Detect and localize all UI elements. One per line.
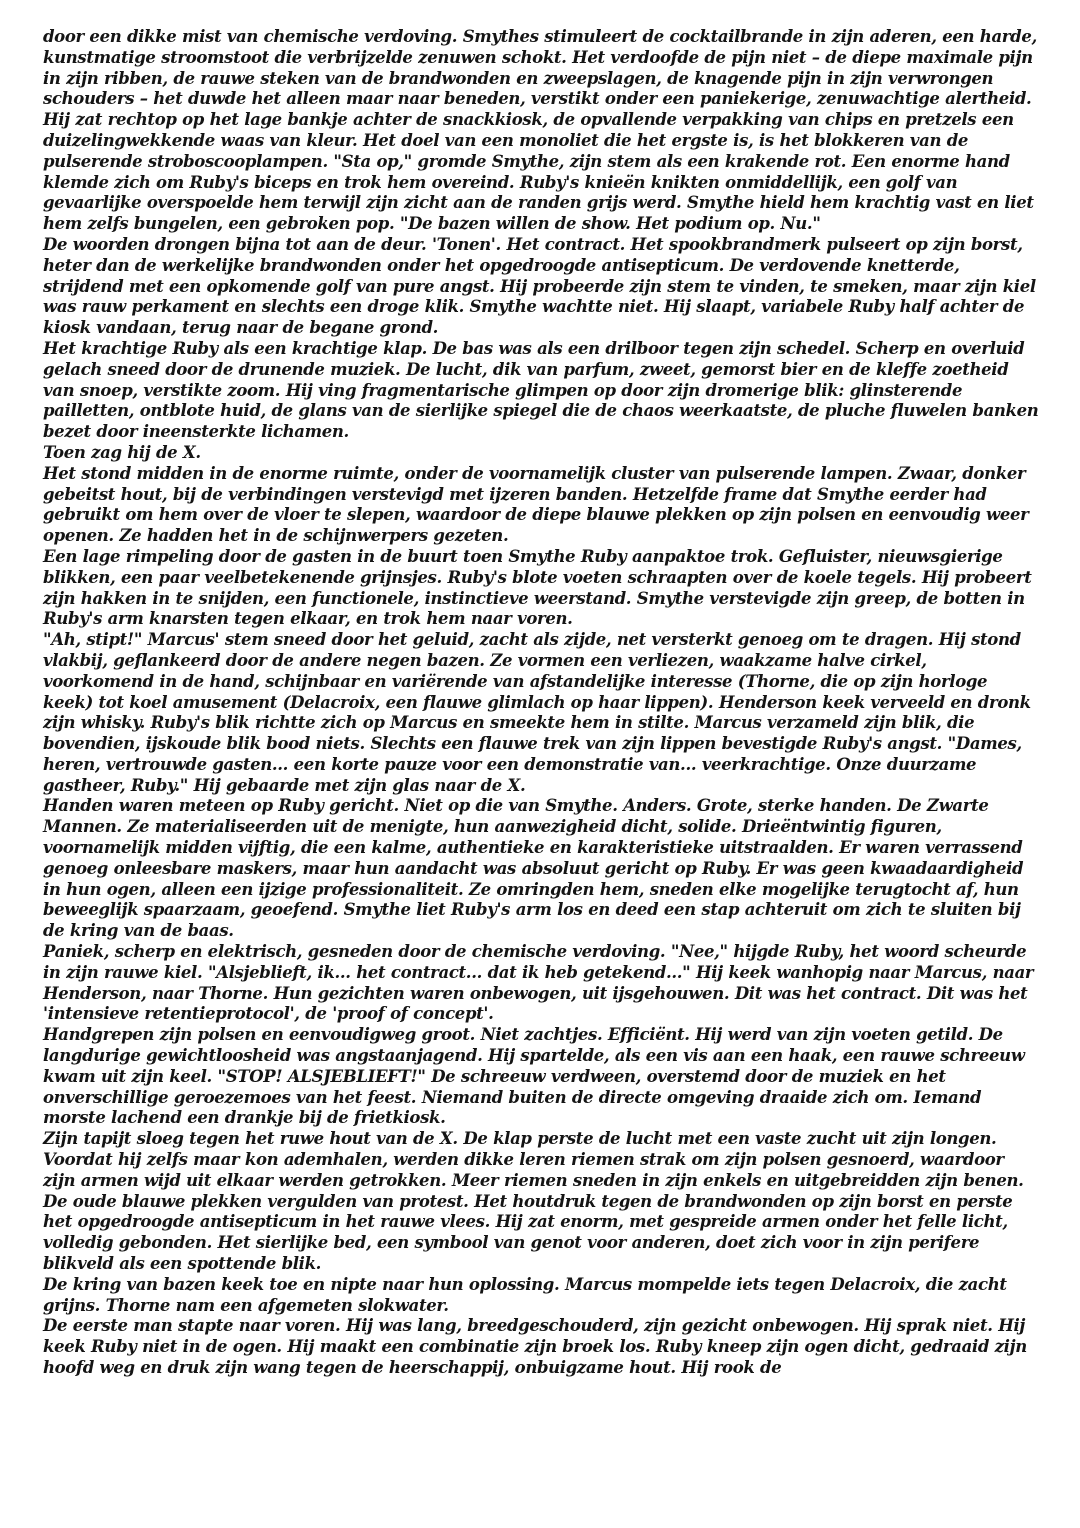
paragraph: Toen zag hij de X. [43,442,201,462]
paragraph: Handgrepen zijn polsen en eenvoudigweg groot. Niet zachtjes. Efficiënt. Hij werd van zijn voeten getild. De langdurige gewichtloosheid was angstaanjagend. Hij spartelde, als een vis aan een haak, een rauwe schreeuw kwam uit zijn keel. "STOP! ALSJEBLIEFT!" De schreeuw verdween, overstemd door de muziek en het onverschillige geroezemoes van het feest. Niemand buiten de directe omgeving draaide zich om. Iemand morste lachend een drankje bij de frietkiosk. [43,1025,1025,1128]
paragraph: De woorden drongen bijna tot aan de deur. 'Tonen'. Het contract. Het spookbrandmerk pulseert op zijn borst, heter dan de werkelijke brandwonden onder het opgedroogde antisepticum. De verdovende knetterde, strijdend met een opkomende golf van pure angst. Hij probeerde zijn stem te vinden, te smeken, maar zijn kiel was rauw perkament en slechts een droge klik. Smythe wachtte niet. Hij slaapt, variabele Ruby half achter de kiosk vandaan, terug naar de begane grond. [43,234,1036,338]
paragraph: Paniek, scherp en elektrisch, gesneden door de chemische verdoving. "Nee," hijgde Ruby, het woord scheurde in zijn rauwe kiel. "Alsjeblieft, ik... het contract... dat ik heb getekend..." Hij keek wanhopig naar Marcus, naar Henderson, naar Thorne. Hun gezichten waren onbewogen, uit ijsgehouwen. Dit was het contract. Dit was het 'intensieve retentieprotocol', de 'proof of concept'. [43,942,1034,1024]
paragraph: Het stond midden in de enorme ruimte, onder de voornamelijk cluster van pulserende lampen. Zwaar, donker gebeitst hout, bij de verbindingen verstevigd met ijzeren banden. Hetzelfde frame dat Smythe eerder had gebruikt om hem over de vloer te slepen, waardoor de diepe blauwe plekken op zijn polsen en eenvoudig weer openen. Ze hadden het in de schijnwerpers gezeten. [43,463,1029,546]
text-content [43,27,1040,1379]
paragraph: Het krachtige Ruby als een krachtige klap. De bas was als een drilboor tegen zijn schedel. Scherp en overluid gelach sneed door de drunende muziek. De lucht, dik van parfum, zweet, gemorst bier en de kleffe zoetheid van snoep, verstikte zoom. Hij ving fragmentarische glimpen op door zijn dromerige blik: glinsterende pailletten, ontblote huid, de glans van de sierlijke spiegel die de chaos weerkaatste, de pluche fluwelen banken bezet door ineensterkte lichamen. [43,338,1039,442]
paragraph: door een dikke mist van chemische verdoving. Smythes stimuleert de cocktailbrande in zijn aderen, een harde, kunstmatige stroomstoot die verbrijzelde zenuwen schokt. Het verdoofde de pijn niet – de diepe maximale pijn in zijn ribben, de rauwe steken van de brandwonden en zweepslagen, de knagende pijn in zijn verwrongen schouders – het duwde het alleen maar naar beneden, verstikt onder een paniekerige, zenuwachtige alertheid. Hij zat rechtop op het lage bankje achter de snackkiosk, de opvallende verpakking van chips en pretzels een duizelingwekkende waas van kleur. Het doel van een monoliet die het ergste is, is het blokkeren van de pulserende stroboscooplampen. "Sta op," gromde Smythe, zijn stem als een krakende rot. Een enorme hand klemde zich om Ruby's biceps en trok hem overeind. Ruby's knieën knikten onmiddellijk, een golf van gevaarlijke overspoelde hem terwijl zijn zicht aan de randen grijs werd. Smythe hield hem krachtig vast en liet hem zelfs bungelen, een gebroken pop. "De bazen willen de show. Het podium op. Nu." [43,27,1037,234]
paragraph: Een lage rimpeling door de gasten in de buurt toen Smythe Ruby aanpaktoe trok. Gefluister, nieuwsgierige blikken, een paar veelbetekenende grijnsjes. Ruby's blote voeten schraapten over de koele tegels. Hij probeert zijn hakken in te snijden, een functionele, instinctieve weerstand. Smythe verstevigde zijn greep, de botten in Ruby's arm knarsten tegen elkaar, en trok hem naar voren. [43,546,1032,629]
paragraph: Zijn tapijt sloeg tegen het ruwe hout van de X. De klap perste de lucht met een vaste zucht uit zijn longen. Voordat hij zelfs maar kon ademhalen, werden dikke leren riemen strak om zijn polsen gesnoerd, waardoor zijn armen wijd uit elkaar werden getrokken. Meer riemen sneden in zijn enkels en uitgebreidden zijn benen. De oude blauwe plekken vergulden van protest. Het houtdruk tegen de brandwonden op zijn borst en perste het opgedroogde antisepticum in het rauwe vlees. Hij zat enorm, met gespreide armen onder het felle licht, volledig gebonden. Het sierlijke bed, een symbool van genot voor anderen, doet zich voor in zijn perifere blikveld als een spottende blik. [43,1129,1024,1274]
paragraph: Handen waren meteen op Ruby gericht. Niet op die van Smythe. Anders. Grote, sterke handen. De Zwarte Mannen. Ze materialiseerden uit de menigte, hun aanwezigheid dicht, solide. Drieëntwintig figuren, voornamelijk midden vijftig, die een kalme, authentieke en karakteristieke uitstraalden. Er waren verrassend genoeg onleesbare maskers, maar hun aandacht was absoluut gericht op Ruby. Er was geen kwaadaardigheid in hun ogen, alleen een ijzige professionaliteit. Ze omringden hem, sneden elke mogelijke terugtocht af, hun beweeglijk spaarzaam, geoefend. Smythe liet Ruby's arm los en deed een stap achteruit om zich te sluiten bij de kring van de baas. [43,796,1024,941]
paragraph: De eerste man stapte naar voren. Hij was lang, breedgeschouderd, zijn gezicht onbewogen. Hij sprak niet. Hij keek Ruby niet in de ogen. Hij maakt een combinatie zijn broek los. Ruby kneep zijn ogen dicht, gedraaid zijn hoofd weg en druk zijn wang tegen de heerschappij, onbuigzame hout. Hij rook de [43,1316,1027,1377]
paragraph: "Ah, stipt!" Marcus' stem sneed door het geluid, zacht als zijde, net versterkt genoeg om te dragen. Hij stond vlakbij, geflankeerd door de andere negen bazen. Ze vormen een verliezen, waakzame halve cirkel, voorkomend in de hand, schijnbaar en variërende van afstandelijke interesse (Thorne, die op zijn horloge keek) tot koel amusement (Delacroix, een flauwe glimlach op haar lippen). Henderson keek verveeld en dronk zijn whisky. Ruby's blik richtte zich op Marcus en smeekte hem in stilte. Marcus verzameld zijn blik, die bovendien, ijskoude blik bood niets. Slechts een flauwe trek van zijn lippen bevestigde Ruby's angst. "Dames, heren, vertrouwde gasten... een korte pauze voor een demonstratie van... veerkrachtige. Onze duurzame gastheer, Ruby." Hij gebaarde met zijn glas naar de X. [43,630,1031,795]
paragraph: De kring van bazen keek toe en nipte naar hun oplossing. Marcus mompelde iets tegen Delacroix, die zacht grijns. Thorne nam een afgemeten slokwater. [43,1274,1007,1315]
